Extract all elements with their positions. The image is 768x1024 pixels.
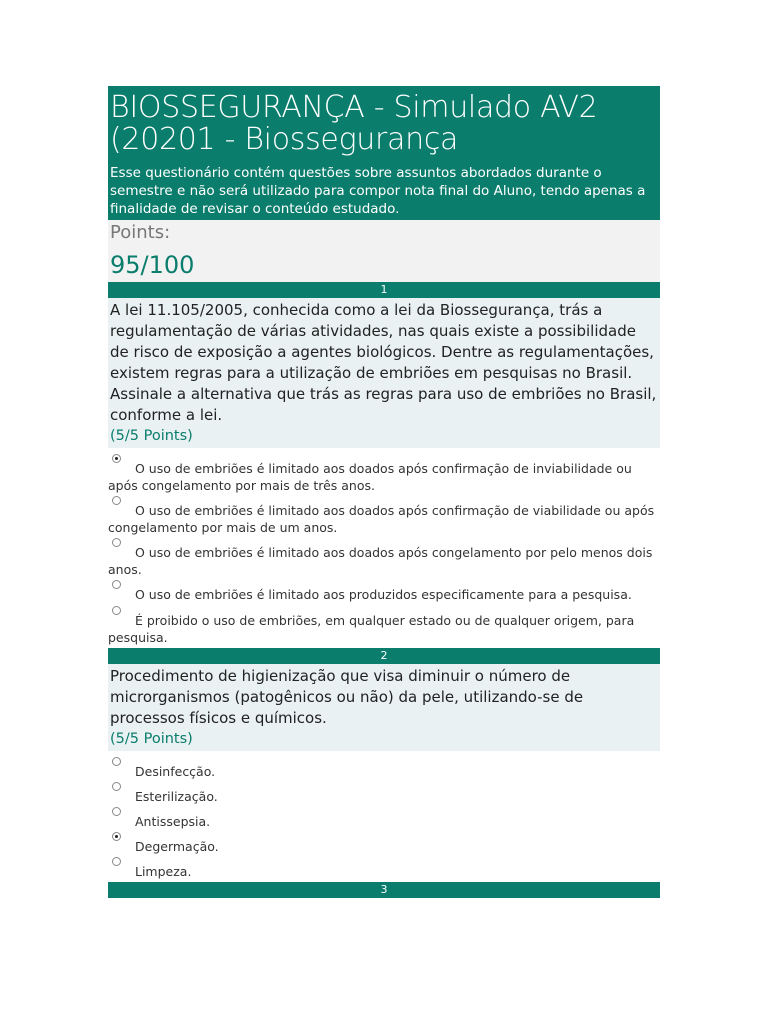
page-title-line-1: BIOSSEGURANÇA - Simulado AV2 [110, 90, 598, 125]
question-text: A lei 11.105/2005, conhecida como a lei da Biossegurança, trás a regulamentação de várias atividades, nas quais existe a possibilidade de risco de exposição a agentes biológicos. Dentre as regulamentações, existem regras para a utilização de embriões em pesquisas no Brasil. Assinale a alternativa que trás as regras para uso de embriões no Brasil, conforme a lei. [110, 301, 657, 424]
question-1-options [108, 448, 660, 648]
radio-selected-icon[interactable] [112, 832, 121, 841]
question-1 [108, 298, 660, 448]
radio-unselected-icon[interactable] [112, 857, 121, 866]
answer-option-text: O uso de embriões é limitado aos doados após confirmação de viabilidade ou após congelamento por mais de um anos. [108, 503, 655, 535]
answer-option-text: Antissepsia. [135, 814, 211, 829]
answer-option[interactable] [108, 782, 660, 807]
question-2 [108, 664, 660, 751]
page-title [110, 92, 658, 156]
answer-option[interactable] [108, 580, 660, 606]
answer-option[interactable] [108, 538, 660, 580]
page-title-line-2: (20201 - Biossegurança [110, 122, 459, 157]
radio-unselected-icon[interactable] [112, 496, 121, 505]
question-points: (5/5 Points) [110, 428, 193, 444]
answer-option[interactable] [108, 496, 660, 538]
radio-unselected-icon[interactable] [112, 538, 121, 547]
answer-option[interactable] [108, 606, 660, 648]
score-box [108, 220, 660, 282]
question-number-3: 3 [108, 882, 660, 898]
quiz-description: Esse questionário contém questões sobre assuntos abordados durante o semestre e não será utilizado para compor nota final do Aluno, tendo apenas a finalidade de revisar o conteúdo estudado. [110, 165, 646, 217]
radio-unselected-icon[interactable] [112, 606, 121, 615]
question-text: Procedimento de higienização que visa diminuir o número de microrganismos (patogênicos ou não) da pele, utilizando-se de processos físicos e químicos. [110, 667, 584, 727]
answer-option-text: Desinfecção. [135, 764, 216, 779]
score-label: Points: [110, 222, 171, 243]
question-number-2: 2 [108, 648, 660, 664]
answer-option-text: O uso de embriões é limitado aos doados após congelamento por pelo menos dois anos. [108, 545, 653, 577]
answer-option-text: Esterilização. [135, 789, 218, 804]
question-2-options [108, 751, 660, 882]
score-value: 95/100 [110, 251, 195, 279]
radio-unselected-icon[interactable] [112, 580, 121, 589]
question-points: (5/5 Points) [110, 731, 193, 747]
answer-option-text: É proibido o uso de embriões, em qualquer estado ou de qualquer origem, para pesquisa. [108, 613, 635, 645]
radio-unselected-icon[interactable] [112, 782, 121, 791]
question-number-1: 1 [108, 282, 660, 298]
answer-option[interactable] [108, 857, 660, 882]
answer-option-text: O uso de embriões é limitado aos doados após confirmação de inviabilidade ou após congelamento por mais de três anos. [108, 461, 632, 493]
answer-option-text: Limpeza. [135, 864, 192, 879]
answer-option[interactable] [108, 807, 660, 832]
answer-option[interactable] [108, 454, 660, 496]
answer-option-text: O uso de embriões é limitado aos produzidos especificamente para a pesquisa. [135, 587, 632, 602]
radio-unselected-icon[interactable] [112, 807, 121, 816]
quiz-header [108, 86, 660, 220]
radio-unselected-icon[interactable] [112, 757, 121, 766]
answer-option-text: Degermação. [135, 839, 219, 854]
quiz-page [108, 86, 660, 898]
answer-option[interactable] [108, 757, 660, 782]
answer-option[interactable] [108, 832, 660, 857]
radio-selected-icon[interactable] [112, 454, 121, 463]
